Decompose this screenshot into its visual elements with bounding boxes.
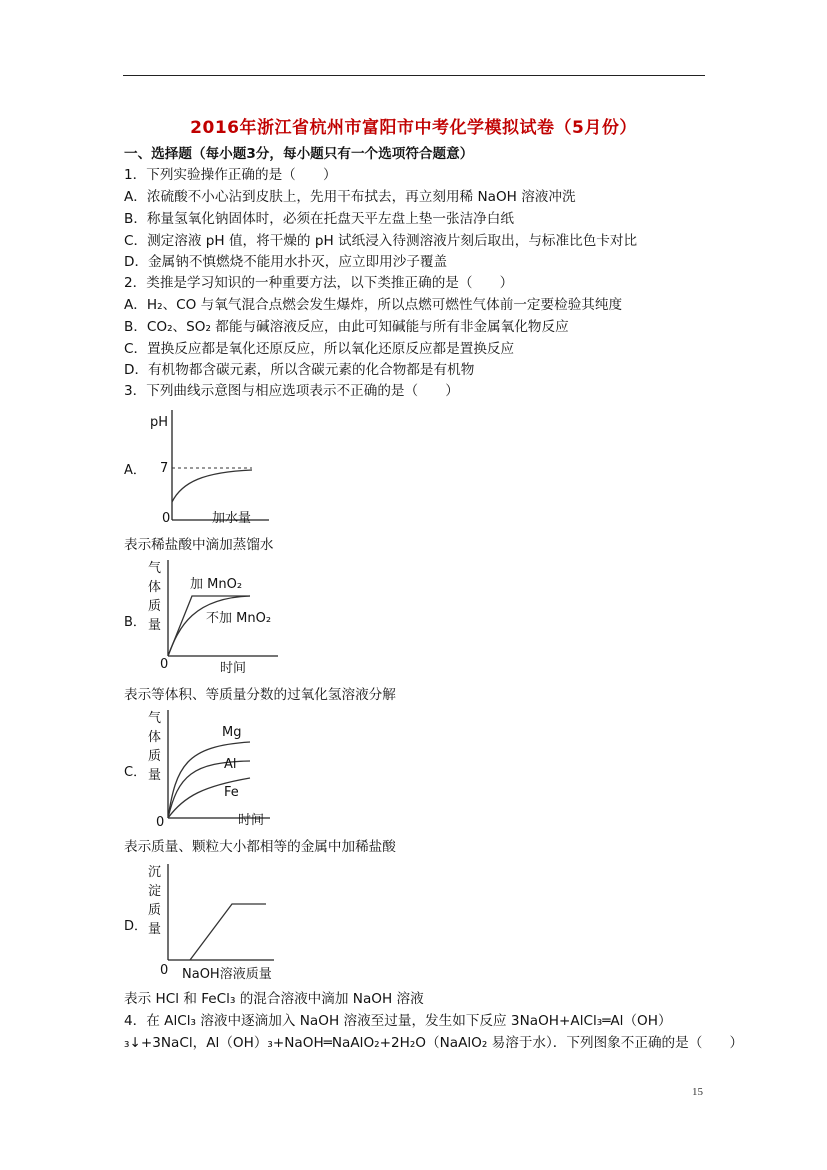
graph-d-option-label: D． (124, 919, 148, 934)
q3-graph-b (124, 556, 294, 682)
graph-c-x-label: 时间 (238, 813, 265, 828)
q3-caption-b: 表示等体积、等质量分数的过氧化氢溶液分解 (124, 687, 396, 703)
graph-c-y-label-2: 体 (148, 730, 162, 745)
graph-c-curve-label-mg: Mg (222, 725, 242, 740)
graph-d-y-label-4: 量 (148, 922, 162, 937)
graph-c-origin: 0 (156, 815, 165, 830)
graph-b-y-label-4: 量 (148, 618, 162, 633)
q4-stem-line-2: ₃↓+3NaCl，Al（OH）₃+NaOH═NaAlO₂+2H₂O（NaAlO₂ 易溶于水）．下列图象不正确的是（ ） (124, 1035, 744, 1051)
q2-option-d: D．有机物都含碳元素，所以含碳元素的化合物都是有机物 (124, 362, 475, 378)
graph-c-y-label-4: 量 (148, 768, 162, 783)
graph-b-origin: 0 (160, 657, 169, 672)
graph-c-option-label: C． (124, 765, 147, 780)
graph-b-option-label: B． (124, 615, 146, 630)
graph-d-origin: 0 (160, 963, 169, 978)
q1-stem: 1．下列实验操作正确的是（ ） (124, 167, 337, 183)
q3-caption-a: 表示稀盐酸中滴加蒸馏水 (124, 537, 274, 553)
q3-caption-d: 表示 HCl 和 FeCl₃ 的混合溶液中滴加 NaOH 溶液 (124, 991, 424, 1007)
graph-b-y-label-3: 质 (148, 599, 162, 614)
page-number: 15 (692, 1086, 703, 1098)
q4-stem-line-1: 4．在 AlCl₃ 溶液中逐滴加入 NaOH 溶液至过量，发生如下反应 3NaOH+AlCl₃═Al（OH） (124, 1013, 672, 1029)
q3-graph-c (124, 706, 284, 832)
graph-d-x-label: NaOH溶液质量 (182, 967, 272, 982)
graph-d-y-label-3: 质 (148, 903, 162, 918)
q3-stem: 3．下列曲线示意图与相应选项表示不正确的是（ ） (124, 383, 459, 399)
graph-a-y-tick: 7 (160, 461, 169, 476)
q2-option-b: B．CO₂、SO₂ 都能与碱溶液反应，由此可知碱能与所有非金属氧化物反应 (124, 319, 569, 335)
q1-option-d: D．金属钠不慎燃烧不能用水扑灭，应立即用沙子覆盖 (124, 254, 448, 270)
q3-caption-c: 表示质量、颗粒大小都相等的金属中加稀盐酸 (124, 839, 396, 855)
graph-b-curve-label-2: 不加 MnO₂ (206, 611, 272, 626)
q1-option-c: C．测定溶液 pH 值，将干燥的 pH 试纸浸入待测溶液片刻后取出，与标准比色卡对比 (124, 233, 638, 249)
graph-d-curve (190, 904, 266, 960)
q1-option-b: B．称量氢氧化钠固体时，必须在托盘天平左盘上垫一张洁净白纸 (124, 211, 514, 227)
graph-c-y-label-3: 质 (148, 749, 162, 764)
graph-b-curve-label-1: 加 MnO₂ (190, 577, 243, 592)
graph-d-y-label-1: 沉 (148, 865, 162, 880)
graph-a-curve (172, 470, 252, 502)
graph-c-curve-label-al: Al (224, 757, 237, 772)
graph-a-x-label: 加水量 (212, 511, 252, 526)
graph-c-y-label-1: 气 (148, 711, 162, 726)
graph-b-y-label-2: 体 (148, 580, 162, 595)
q2-option-c: C．置换反应都是氧化还原反应，所以氧化还原反应都是置换反应 (124, 341, 515, 357)
q3-graph-d (124, 858, 284, 988)
graph-a-y-label: pH (150, 415, 169, 430)
page-title: 2016年浙江省杭州市富阳市中考化学模拟试卷（5月份） (190, 118, 637, 138)
graph-c-curve-label-fe: Fe (224, 785, 239, 800)
graph-b-y-label-1: 气 (148, 561, 162, 576)
graph-a-option-label: A． (124, 463, 146, 478)
q1-option-a: A．浓硫酸不小心沾到皮肤上，先用干布拭去，再立刻用稀 NaOH 溶液冲洗 (124, 189, 576, 205)
section-heading: 一、选择题（每小题3分，每小题只有一个选项符合题意） (124, 146, 474, 162)
q3-graph-a (124, 402, 284, 534)
q2-stem: 2．类推是学习知识的一种重要方法，以下类推正确的是（ ） (124, 275, 514, 291)
graph-a-origin: 0 (162, 511, 171, 526)
q2-option-a: A．H₂、CO 与氧气混合点燃会发生爆炸，所以点燃可燃性气体前一定要检验其纯度 (124, 297, 623, 313)
graph-d-y-label-2: 淀 (148, 884, 162, 899)
header-rule (123, 75, 705, 76)
graph-b-x-label: 时间 (220, 661, 247, 676)
